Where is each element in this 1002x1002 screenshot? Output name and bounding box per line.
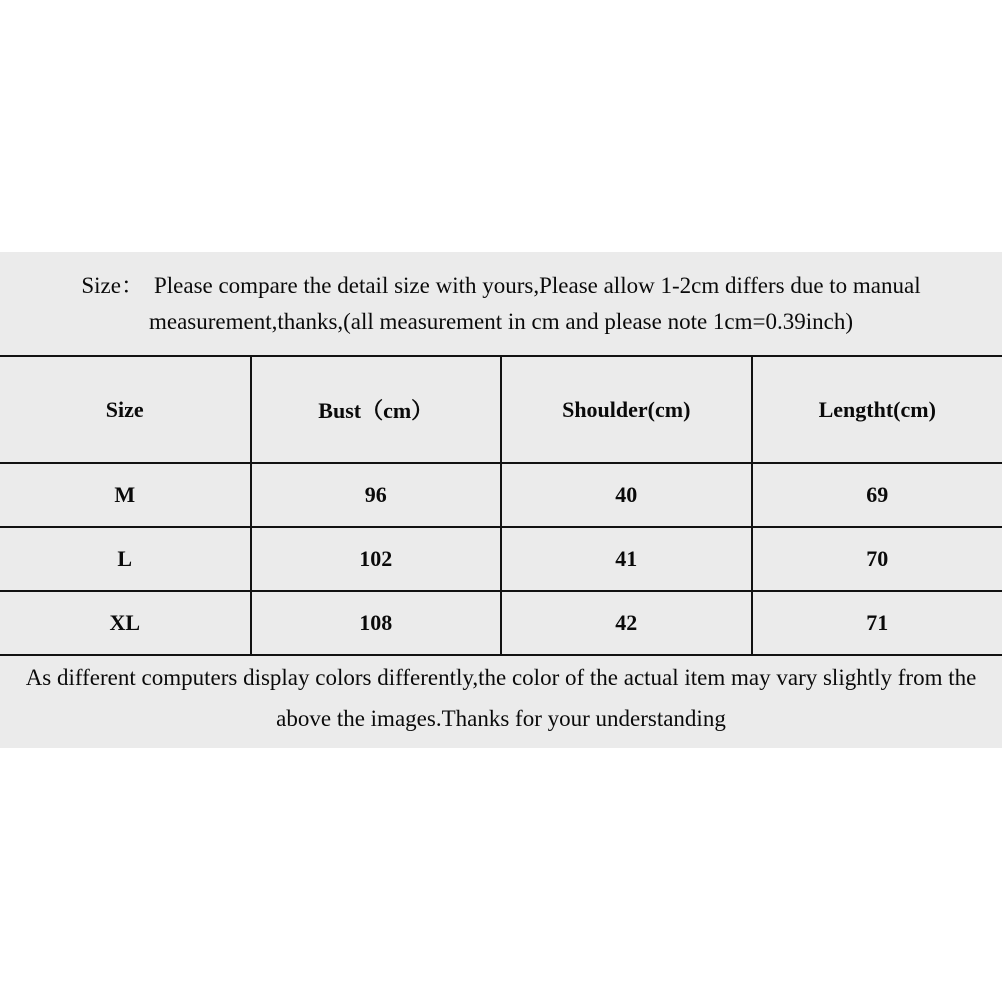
cell-shoulder-m: 40 xyxy=(501,463,752,527)
column-header-size: Size xyxy=(0,356,251,463)
column-header-length: Lengtht(cm) xyxy=(752,356,1002,463)
cell-length-l: 70 xyxy=(752,527,1002,591)
color-disclaimer: As different computers display colors differently,the color of the actual item may vary slightly from the above the images.Thanks for your understanding xyxy=(25,665,977,731)
size-chart-table xyxy=(0,355,1002,656)
table-row-l xyxy=(0,527,1002,591)
cell-size-l: L xyxy=(0,527,251,591)
cell-bust-xl: 108 xyxy=(251,591,502,655)
cell-shoulder-xl: 42 xyxy=(501,591,752,655)
cell-length-xl: 71 xyxy=(752,591,1002,655)
cell-bust-l: 102 xyxy=(251,527,502,591)
table-row-m xyxy=(0,463,1002,527)
cell-length-m: 69 xyxy=(752,463,1002,527)
column-header-shoulder: Shoulder(cm) xyxy=(501,356,752,463)
cell-size-xl: XL xyxy=(0,591,251,655)
size-chart-header-row xyxy=(0,356,1002,463)
size-info-panel xyxy=(0,252,1002,748)
size-note-label: Size： xyxy=(81,273,144,298)
cell-shoulder-l: 41 xyxy=(501,527,752,591)
cell-size-m: M xyxy=(0,463,251,527)
column-header-bust: Bust（cm） xyxy=(251,356,502,463)
cell-bust-m: 96 xyxy=(251,463,502,527)
size-note xyxy=(0,252,1002,355)
size-note-text: Please compare the detail size with yours,Please allow 1-2cm differs due to manual measurement,thanks,(all measurement in cm and please note 1cm=0.39inch) xyxy=(148,273,921,334)
table-row-xl xyxy=(0,591,1002,655)
